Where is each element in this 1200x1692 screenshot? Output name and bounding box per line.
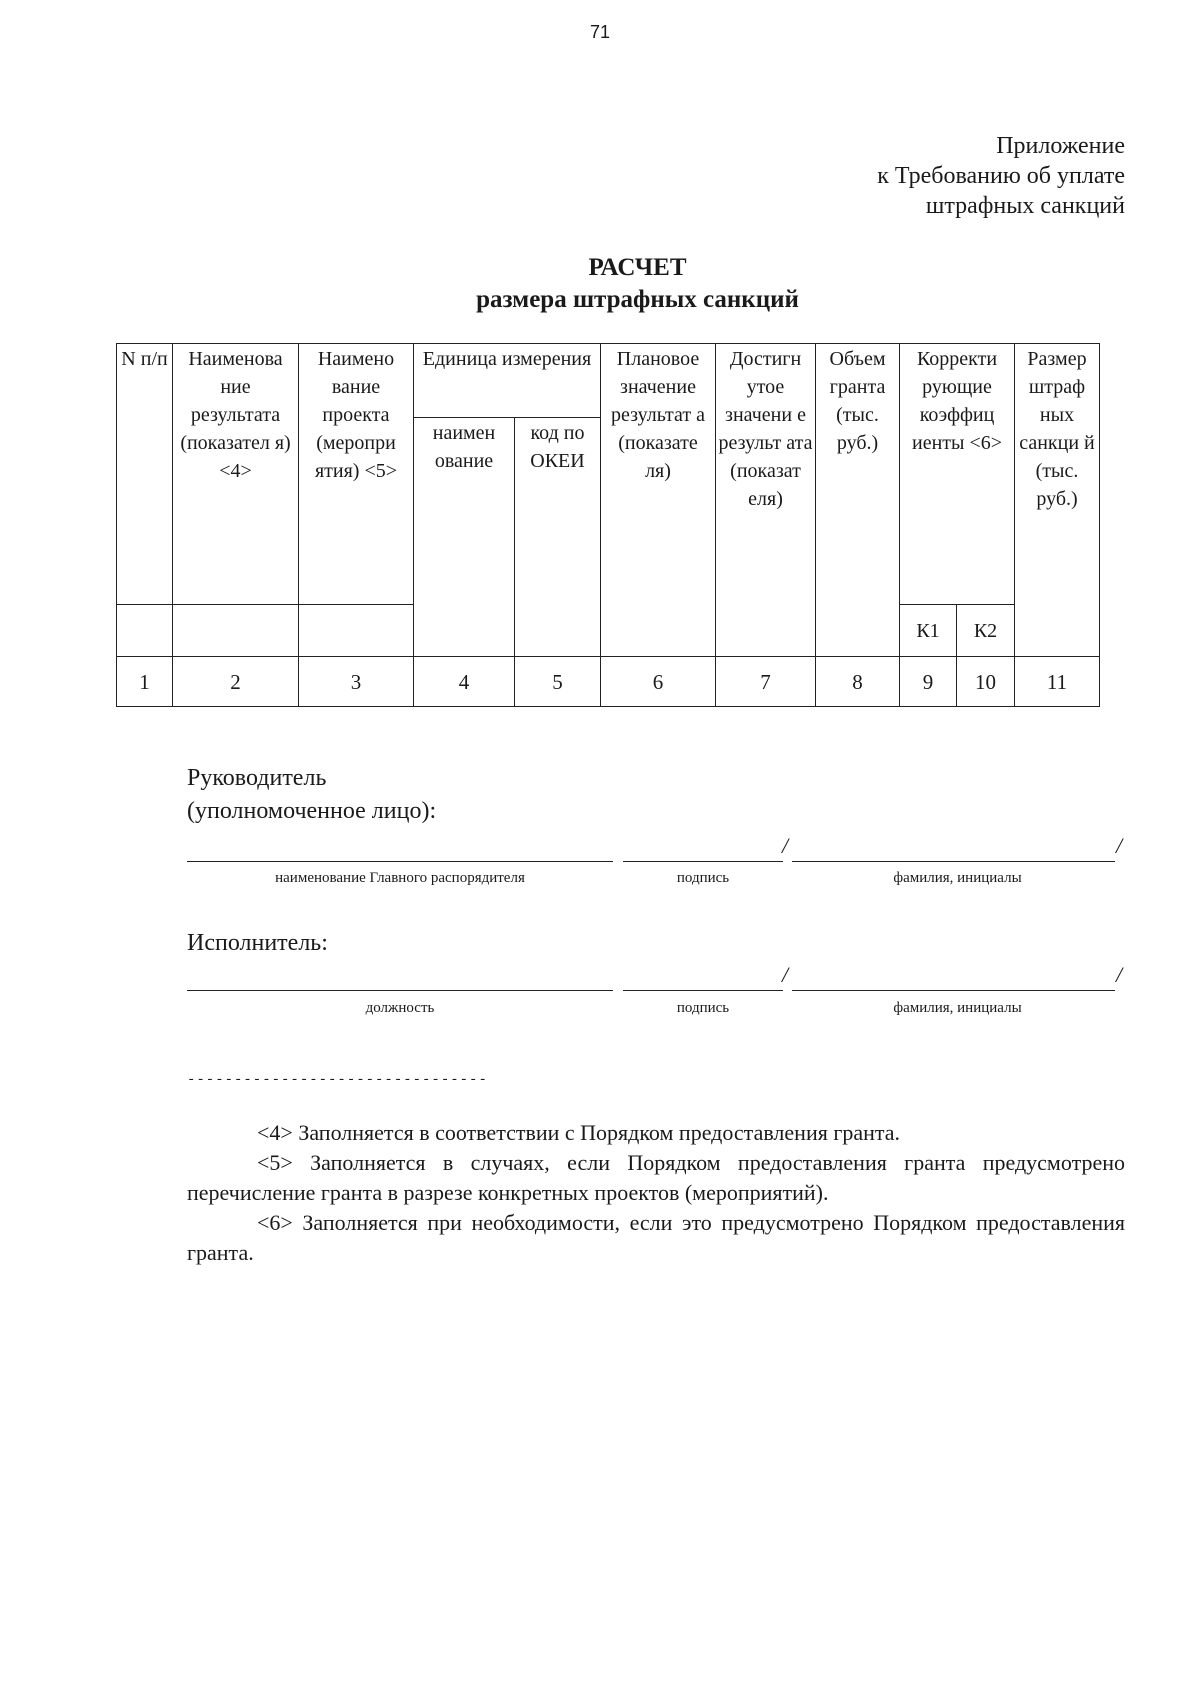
header-grant-volume: Объем гранта (тыс. руб.) xyxy=(816,344,900,657)
header-result-name: Наименова ние результата (показател я) <4> xyxy=(173,344,299,605)
header-penalty-amount: Размер штраф ных санкци й (тыс. руб.) xyxy=(1015,344,1100,657)
head-signature-line xyxy=(623,861,783,862)
executor-position-line xyxy=(187,990,613,991)
footnote-6: <6> Заполняется при необходимости, если это предусмотрено Порядком предоставления гранта. xyxy=(187,1210,1125,1265)
column-number-cell: 7 xyxy=(716,657,816,707)
executor-slash-1: / xyxy=(782,962,789,987)
footnote-4: <4> Заполняется в соответствии с Порядком предоставления гранта. xyxy=(257,1120,901,1145)
appendix-line-2: к Требованию об уплате xyxy=(877,163,1125,189)
executor-label: Исполнитель: xyxy=(187,930,328,956)
header-number-empty xyxy=(117,605,173,657)
executor-caption-signature: подпись xyxy=(676,1000,730,1016)
executor-slash-2: / xyxy=(1116,962,1123,987)
column-number-cell: 9 xyxy=(900,657,957,707)
header-k1: К1 xyxy=(900,605,957,657)
head-caption-name: фамилия, инициалы xyxy=(893,870,1022,886)
head-organization-line xyxy=(187,861,613,862)
executor-caption-position: должность xyxy=(365,1000,435,1016)
appendix-line-3: штрафных санкций xyxy=(925,193,1125,219)
column-number-cell: 8 xyxy=(816,657,900,707)
column-number-cell: 2 xyxy=(173,657,299,707)
column-number-cell: 5 xyxy=(515,657,601,707)
head-label: Руководитель xyxy=(187,765,327,791)
header-okei-code: код по ОКЕИ xyxy=(515,418,601,657)
title-line-2: размера штрафных санкций xyxy=(476,286,799,313)
column-numbers-row xyxy=(117,657,1100,707)
head-sublabel: (уполномоченное лицо): xyxy=(187,798,437,824)
column-number-cell: 11 xyxy=(1015,657,1100,707)
header-coefficients-group: Корректи рующие коэффиц иенты <6> xyxy=(900,344,1015,605)
appendix-heading xyxy=(877,131,1125,221)
executor-name-line xyxy=(792,990,1115,991)
header-project-name-empty xyxy=(299,605,414,657)
header-achieved-value: Достигн утое значени е результ ата (показат еля) xyxy=(716,344,816,657)
appendix-line-1: Приложение xyxy=(996,133,1125,159)
head-caption-organization: наименование Главного распорядителя xyxy=(275,870,525,886)
head-name-line xyxy=(792,861,1115,862)
header-project-name: Наимено вание проекта (меропри ятия) <5> xyxy=(299,344,414,605)
header-unit-name: наимен ование xyxy=(414,418,515,657)
footnote-5: <5> Заполняется в случаях, если Порядком предоставления гранта предусмотрено перечисление гранта в разрезе конкретных проектов (мероприятий). xyxy=(187,1150,1125,1205)
head-slash-1: / xyxy=(782,833,789,858)
header-result-name-empty xyxy=(173,605,299,657)
column-number-cell: 1 xyxy=(117,657,173,707)
column-number-cell: 6 xyxy=(601,657,716,707)
head-caption-signature: подпись xyxy=(676,870,730,886)
header-planned-value: Плановое значение результат а (показате ля) xyxy=(601,344,716,657)
executor-signature-line xyxy=(623,990,783,991)
footnotes xyxy=(187,1118,1125,1268)
column-number-cell: 4 xyxy=(414,657,515,707)
footnote-separator: -------------------------------- xyxy=(187,1072,488,1088)
header-unit-group: Единица измерения xyxy=(414,344,601,418)
header-number: N п/п xyxy=(117,344,173,605)
page-number: 71 xyxy=(589,22,611,42)
executor-caption-name: фамилия, инициалы xyxy=(893,1000,1022,1016)
column-number-cell: 3 xyxy=(299,657,414,707)
column-number-cell: 10 xyxy=(957,657,1015,707)
header-k2: К2 xyxy=(957,605,1015,657)
title-line-1: РАСЧЕТ xyxy=(588,254,687,281)
calculation-table xyxy=(116,343,1100,707)
document-title xyxy=(0,252,1200,316)
head-slash-2: / xyxy=(1116,833,1123,858)
